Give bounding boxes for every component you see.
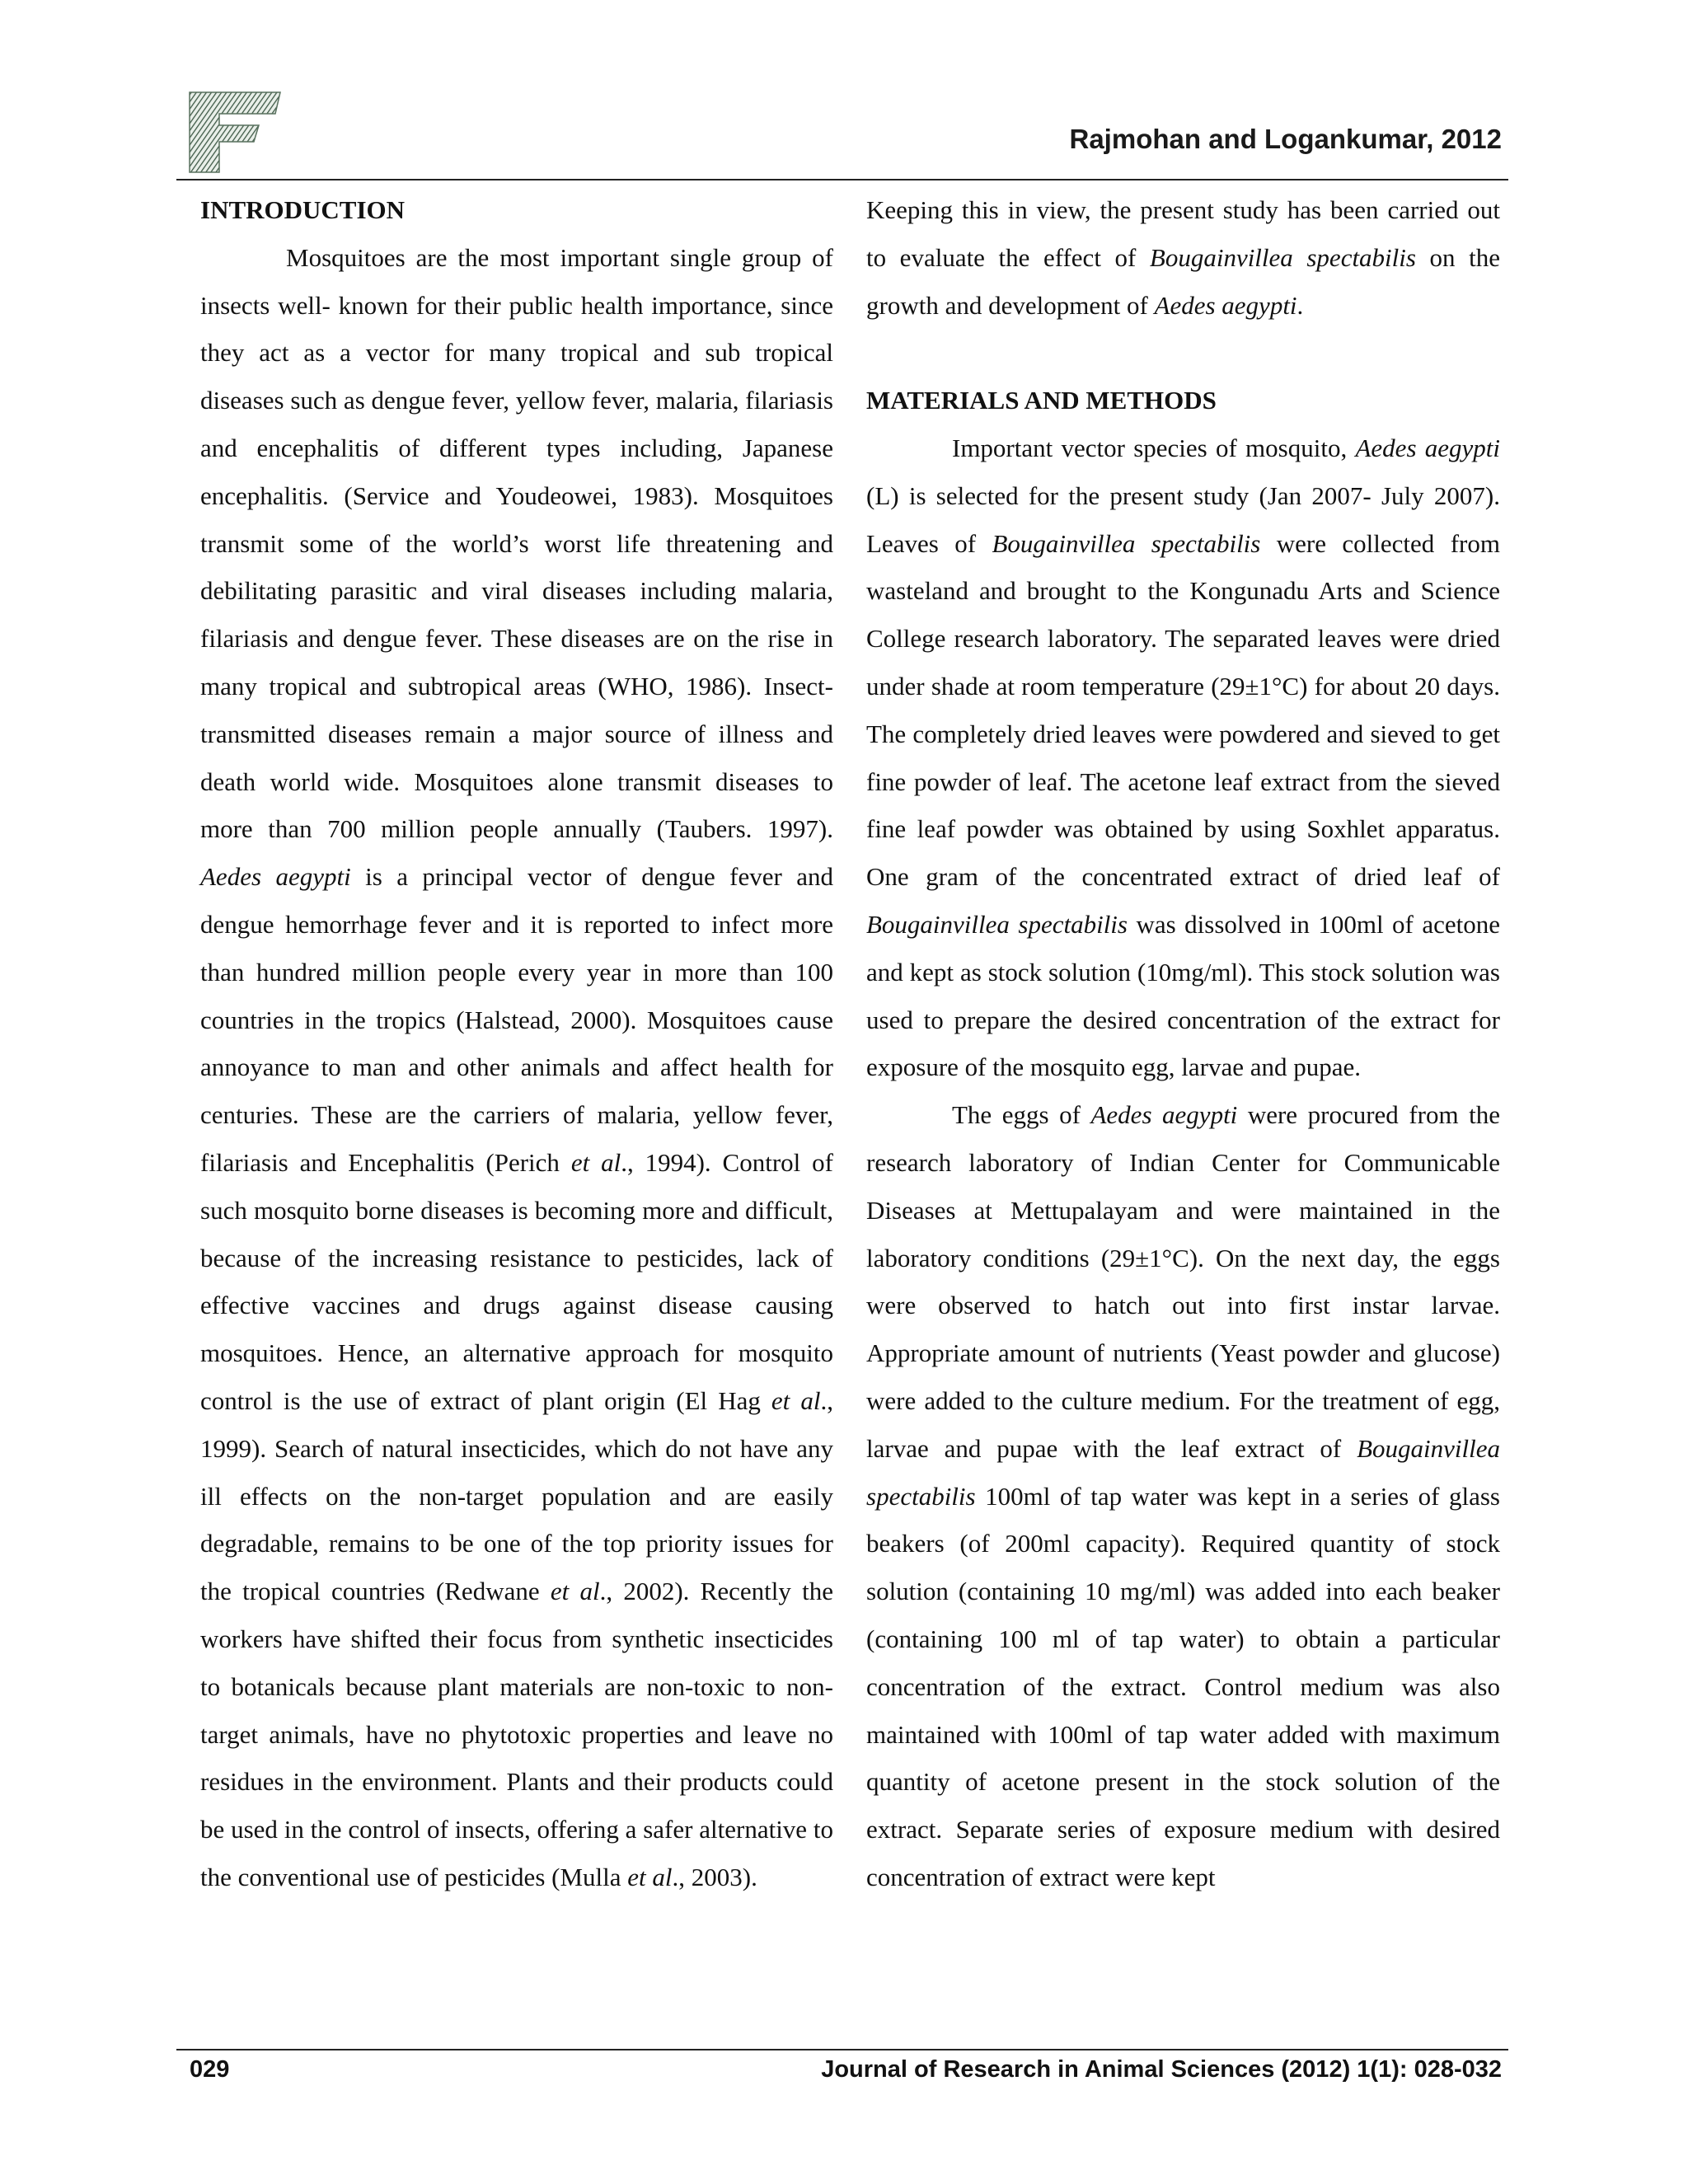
methods-paragraph-2: The eggs of Aedes aegypti were procured from the research laboratory of Indian Center for Communicable Diseases at Mettupalayam and were maintained in the laboratory conditions (29±1°C). On the next day, the eggs were observed to hatch out into first instar larvae. Appropriate amount of nutrients (Yeast powder and glucose) were added to the culture medium. For the treatment of egg, larvae and pupae with the leaf extract of Bougainvillea spectabilis 100ml of tap water was kept in a series of glass beakers (of 200ml capacity). Required quantity of stock solution (containing 10 mg/ml) was added into each beaker (containing 100 ml of tap water) to obtain a particular concentration of the extract. Control medium was also maintained with 100ml of tap water added with maximum quantity of acetone present in the stock solution of the extract. Separate series of exposure medium with desired concentration of extract were kept: [866, 1100, 1501, 1891]
header-rule: [176, 179, 1508, 180]
introduction-heading: INTRODUCTION: [200, 195, 406, 224]
running-header-authors: Rajmohan and Logankumar, 2012: [1069, 124, 1502, 154]
introduction-paragraph: Mosquitoes are the most important single group of insects well- known for their public health importance, since they act as a vector for many tropical and sub tropical diseases such as dengue fever, yellow fever, malaria, filariasis and encephalitis of different types including, Japanese encephalitis. (Service and Youdeowei, 1983). Mosquitoes transmit some of the world’s worst life threatening and debilitating parasitic and viral diseases including malaria, filariasis and dengue fever. These diseases are on the rise in many tropical and subtropical areas (WHO, 1986). Insect- transmitted diseases remain a major source of illness and death world wide. Mosquitoes alone transmit diseases to more than 700 million people annually (Taubers. 1997). Aedes aegypti is a principal vector of dengue fever and dengue hemorrhage fever and it is reported to infect more than hundred million people every year in more than 100 countries in the tropics (Halstead, 2000). Mosquitoes cause annoyance to man and other animals and affect health for centuries. These are the carriers of malaria, yellow fever, filariasis and Encephalitis (Perich et al., 1994). Control of such mosquito borne diseases is becoming more and difficult, because of the increasing resistance to pesticides, lack of effective vaccines and drugs against disease causing mosquitoes. Hence, an alternative approach for mosquito control is the use of extract of plant origin (El Hag et al., 1999). Search of natural insecticides, which do not have any ill effects on the non-target population and are easily degradable, remains to be one of the top priority issues for the tropical countries (Redwane et al., 2002). Recently the workers have shifted their focus from synthetic insecticides to botanicals because plant materials are non-toxic to non-target animals, have no phytotoxic properties and leave no residues in the environment. Plants and their products could be used in the control of insects, offering a safer alternative to the conventional use of pesticides (Mulla et al., 2003).: [200, 242, 833, 1891]
methods-heading: MATERIALS AND METHODS: [866, 386, 1217, 415]
journal-logo-icon: [183, 89, 287, 176]
intro-continuation-paragraph: Keeping this in view, the present study has been carried out to evaluate the effect of Bougainvillea spectabilis on the growth and development of Aedes aegypti.: [866, 195, 1500, 320]
left-column: [200, 186, 833, 1901]
methods-paragraph-1: Important vector species of mosquito, Aedes aegypti (L) is selected for the present study (Jan 2007- July 2007). Leaves of Bougainvillea spectabilis were collected from wasteland and brought to the Kongunadu Arts and Science College research laboratory. The separated leaves were dried under shade at room temperature (29±1°C) for about 20 days. The completely dried leaves were powdered and sieved to get fine powder of leaf. The acetone leaf extract from the sieved fine leaf powder was obtained by using Soxhlet apparatus. One gram of the concentrated extract of dried leaf of Bougainvillea spectabilis was dissolved in 100ml of acetone and kept as stock solution (10mg/ml). This stock solution was used to prepare the desired concentration of the extract for exposure of the mosquito egg, larvae and pupae.: [866, 433, 1501, 1082]
journal-citation: Journal of Research in Animal Sciences (2012) 1(1): 028-032: [821, 2056, 1502, 2083]
page-number: 029: [190, 2056, 230, 2083]
right-column: [866, 186, 1500, 1901]
footer-rule: [176, 2049, 1508, 2050]
